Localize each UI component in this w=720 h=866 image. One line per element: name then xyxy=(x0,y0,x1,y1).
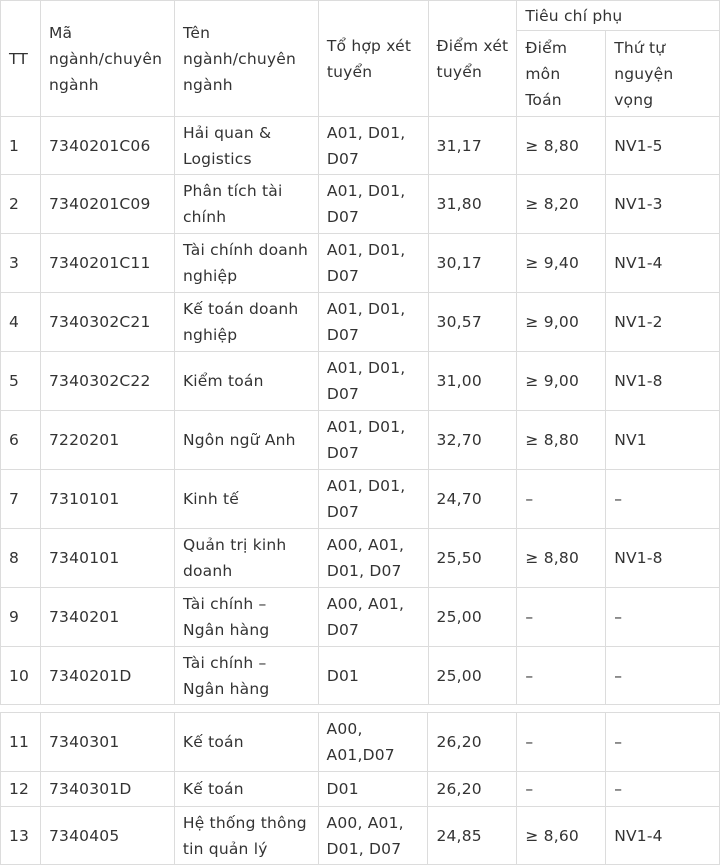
cell-tt: 2 xyxy=(1,175,41,234)
cell-tt: 11 xyxy=(1,713,41,772)
cell-combo: A01, D01, D07 xyxy=(318,470,428,529)
cell-math: ≥ 8,80 xyxy=(517,411,606,470)
cell-combo: D01 xyxy=(318,647,428,705)
header-code: Mã ngành/chuyên ngành xyxy=(40,1,174,117)
cell-math: – xyxy=(517,470,606,529)
cell-tt: 6 xyxy=(1,411,41,470)
cell-order: – xyxy=(606,772,720,807)
cell-code: 7220201 xyxy=(40,411,174,470)
cell-name: Phân tích tài chính xyxy=(174,175,318,234)
cell-math: – xyxy=(517,772,606,807)
cell-score: 31,00 xyxy=(428,352,517,411)
cell-name: Hệ thống thông tin quản lý xyxy=(174,807,318,865)
cell-combo: A00, A01, D01, D07 xyxy=(318,529,428,588)
cell-tt: 1 xyxy=(1,117,41,175)
cell-combo: A01, D01, D07 xyxy=(318,117,428,175)
cell-order: NV1-3 xyxy=(606,175,720,234)
cell-math: ≥ 9,00 xyxy=(517,293,606,352)
cell-score: 31,17 xyxy=(428,117,517,175)
cell-code: 7340201C09 xyxy=(40,175,174,234)
table-row xyxy=(1,588,720,647)
header-math-score: Điểm môn Toán xyxy=(517,31,606,117)
cell-combo: A01, D01, D07 xyxy=(318,293,428,352)
cell-score: 26,20 xyxy=(428,713,517,772)
cell-code: 7340302C21 xyxy=(40,293,174,352)
table-row xyxy=(1,647,720,705)
cell-order: NV1-8 xyxy=(606,529,720,588)
cell-combo: A01, D01, D07 xyxy=(318,411,428,470)
cell-math: – xyxy=(517,647,606,705)
cell-math: ≥ 8,20 xyxy=(517,175,606,234)
cell-code: 7340101 xyxy=(40,529,174,588)
cell-order: – xyxy=(606,588,720,647)
cell-combo: A01, D01, D07 xyxy=(318,175,428,234)
cell-name: Hải quan & Logistics xyxy=(174,117,318,175)
cell-code: 7340201C06 xyxy=(40,117,174,175)
cell-combo: A01, D01, D07 xyxy=(318,234,428,293)
cell-math: – xyxy=(517,588,606,647)
cell-name: Ngôn ngữ Anh xyxy=(174,411,318,470)
cell-tt: 10 xyxy=(1,647,41,705)
cell-code: 7340201 xyxy=(40,588,174,647)
cell-score: 32,70 xyxy=(428,411,517,470)
table-row xyxy=(1,470,720,529)
header-combo: Tổ hợp xét tuyển xyxy=(318,1,428,117)
table-row xyxy=(1,713,720,772)
header-tt: TT xyxy=(1,1,41,117)
cell-combo: A00, A01, D07 xyxy=(318,588,428,647)
cell-score: 30,17 xyxy=(428,234,517,293)
cell-code: 7340302C22 xyxy=(40,352,174,411)
cell-tt: 9 xyxy=(1,588,41,647)
cell-order: NV1-5 xyxy=(606,117,720,175)
table-row xyxy=(1,175,720,234)
header-wish-order: Thứ tự nguyện vọng xyxy=(606,31,720,117)
cell-code: 7340301D xyxy=(40,772,174,807)
header-score: Điểm xét tuyển xyxy=(428,1,517,117)
cell-math: ≥ 9,00 xyxy=(517,352,606,411)
cell-math: ≥ 8,80 xyxy=(517,529,606,588)
cell-name: Tài chính – Ngân hàng xyxy=(174,647,318,705)
cell-name: Kiểm toán xyxy=(174,352,318,411)
cell-score: 30,57 xyxy=(428,293,517,352)
cell-order: NV1-4 xyxy=(606,807,720,865)
cell-tt: 12 xyxy=(1,772,41,807)
cell-order: NV1-2 xyxy=(606,293,720,352)
cell-combo: A00, A01,D07 xyxy=(318,713,428,772)
cell-score: 31,80 xyxy=(428,175,517,234)
cell-combo: A01, D01, D07 xyxy=(318,352,428,411)
cell-score: 25,50 xyxy=(428,529,517,588)
cell-order: NV1-8 xyxy=(606,352,720,411)
cell-order: – xyxy=(606,470,720,529)
cell-code: 7340405 xyxy=(40,807,174,865)
table-row xyxy=(1,529,720,588)
cell-math: – xyxy=(517,713,606,772)
cell-code: 7310101 xyxy=(40,470,174,529)
header-name: Tên ngành/chuyên ngành xyxy=(174,1,318,117)
cell-name: Quản trị kinh doanh xyxy=(174,529,318,588)
cell-score: 25,00 xyxy=(428,647,517,705)
cell-tt: 5 xyxy=(1,352,41,411)
cell-order: NV1 xyxy=(606,411,720,470)
table-row xyxy=(1,352,720,411)
cell-score: 24,85 xyxy=(428,807,517,865)
cell-combo: D01 xyxy=(318,772,428,807)
cell-combo: A00, A01, D01, D07 xyxy=(318,807,428,865)
cell-name: Kinh tế xyxy=(174,470,318,529)
table-row xyxy=(1,807,720,865)
cell-math: ≥ 9,40 xyxy=(517,234,606,293)
table-row xyxy=(1,117,720,175)
cell-code: 7340201C11 xyxy=(40,234,174,293)
cell-score: 26,20 xyxy=(428,772,517,807)
cell-tt: 3 xyxy=(1,234,41,293)
cell-order: – xyxy=(606,647,720,705)
table-row xyxy=(1,411,720,470)
admission-scores-table-continued xyxy=(0,712,720,865)
cell-math: ≥ 8,60 xyxy=(517,807,606,865)
cell-order: – xyxy=(606,713,720,772)
cell-tt: 8 xyxy=(1,529,41,588)
header-sub-criteria: Tiêu chí phụ xyxy=(517,1,720,31)
cell-name: Kế toán xyxy=(174,713,318,772)
table-row xyxy=(1,772,720,807)
cell-name: Tài chính doanh nghiệp xyxy=(174,234,318,293)
table-header-row xyxy=(1,1,720,31)
table-row xyxy=(1,293,720,352)
cell-math: ≥ 8,80 xyxy=(517,117,606,175)
cell-tt: 13 xyxy=(1,807,41,865)
cell-score: 24,70 xyxy=(428,470,517,529)
cell-code: 7340301 xyxy=(40,713,174,772)
cell-order: NV1-4 xyxy=(606,234,720,293)
cell-tt: 4 xyxy=(1,293,41,352)
cell-code: 7340201D xyxy=(40,647,174,705)
cell-name: Kế toán doanh nghiệp xyxy=(174,293,318,352)
table-row xyxy=(1,234,720,293)
cell-name: Tài chính – Ngân hàng xyxy=(174,588,318,647)
cell-score: 25,00 xyxy=(428,588,517,647)
cell-tt: 7 xyxy=(1,470,41,529)
cell-name: Kế toán xyxy=(174,772,318,807)
